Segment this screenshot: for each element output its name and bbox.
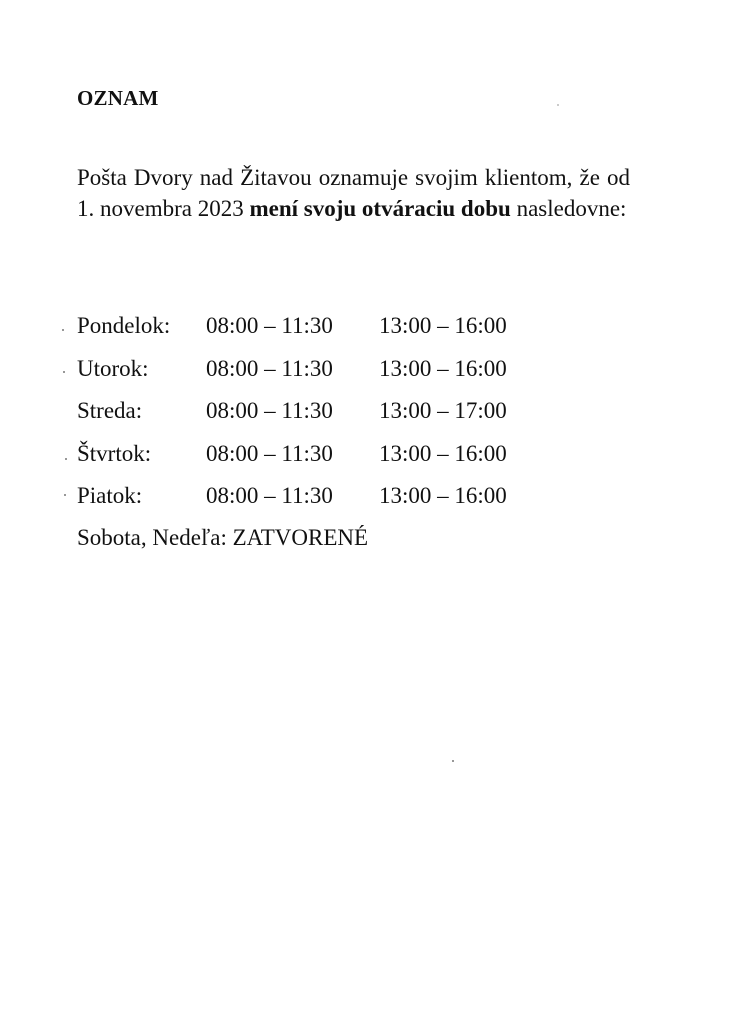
scan-speck	[62, 329, 64, 331]
morning-hours: 08:00 – 11:30	[206, 398, 333, 423]
weekend-closed-line: Sobota, Nedeľa: ZATVORENÉ	[77, 525, 369, 550]
morning-hours: 08:00 – 11:30	[206, 313, 333, 338]
intro-text-start: Pošta Dvory nad Žitavou oznamuje svojim klientom, že od 1. novembra 2023	[77, 165, 630, 221]
scan-speck	[452, 760, 454, 762]
afternoon-hours: 13:00 – 16:00	[379, 440, 507, 466]
morning-hours: 08:00 – 11:30	[206, 483, 333, 508]
afternoon-hours: 13:00 – 16:00	[379, 355, 507, 381]
scan-speck	[64, 494, 66, 496]
day-label: Streda:	[77, 398, 143, 423]
day-label: Utorok:	[77, 355, 149, 381]
scan-speck	[65, 458, 67, 460]
afternoon-hours: 13:00 – 16:00	[379, 313, 507, 338]
day-label: Štvrtok:	[77, 440, 152, 466]
intro-text-bold: mení svoju otváraciu dobu	[249, 196, 511, 221]
scan-speck	[557, 104, 559, 106]
day-label: Piatok:	[77, 483, 143, 508]
morning-hours: 08:00 – 11:30	[206, 440, 333, 466]
notice-title: OZNAM	[77, 86, 159, 110]
morning-hours: 08:00 – 11:30	[206, 355, 333, 381]
afternoon-hours: 13:00 – 16:00	[379, 483, 507, 508]
afternoon-hours: 13:00 – 17:00	[379, 398, 507, 423]
intro-text-end: nasledovne:	[510, 196, 627, 221]
scan-speck	[63, 371, 65, 373]
notice-intro	[77, 162, 630, 224]
day-label: Pondelok:	[77, 313, 171, 338]
